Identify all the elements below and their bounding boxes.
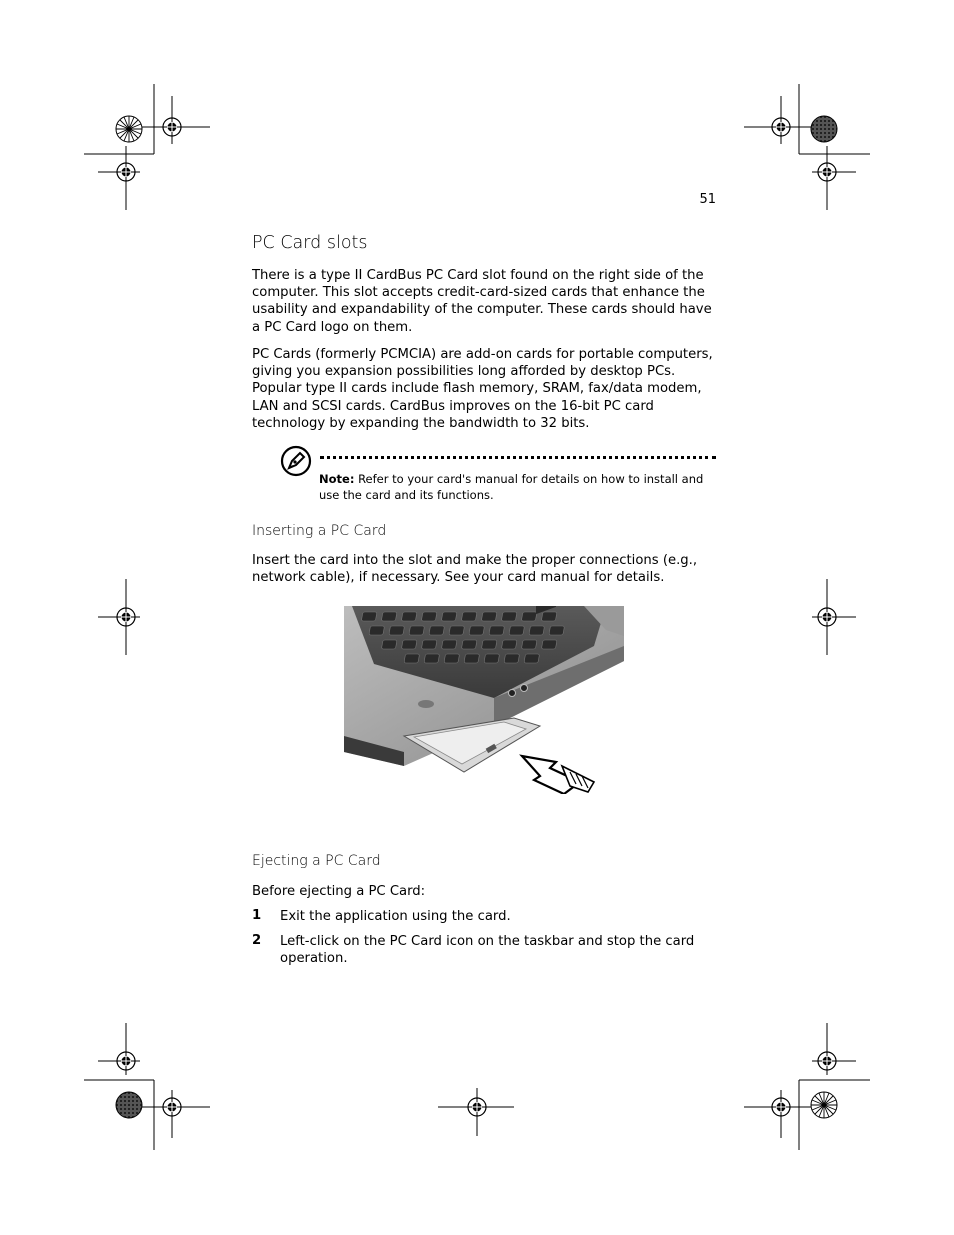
inserting-text: Insert the card into the slot and make the proper connections (e.g., network cable), if necessary. See your card manual for details. bbox=[252, 553, 698, 586]
heading-inserting: Inserting a PC Card bbox=[252, 523, 387, 539]
page-number: 51 bbox=[699, 192, 716, 207]
note-label: Note: bbox=[319, 472, 355, 486]
section-title: PC Card slots bbox=[252, 233, 368, 253]
step-1-number: 1 bbox=[252, 908, 262, 923]
note-text bbox=[319, 472, 719, 503]
note-divider bbox=[320, 456, 716, 459]
step-2-number: 2 bbox=[252, 933, 262, 948]
paragraph-intro: There is a type II CardBus PC Card slot found on the right side of the computer. This slot accepts credit-card-sized cards that enhance the usability and expandability of the computer. These cards should have a PC Card logo on them. bbox=[252, 268, 712, 335]
note-body: Refer to your card's manual for details on how to install and use the card and its functions. bbox=[319, 472, 704, 502]
paragraph-pc-cards: PC Cards (formerly PCMCIA) are add-on cards for portable computers, giving you expansion possibilities long afforded by desktop PCs. Popular type II cards include flash memory, SRAM, fax/data modem, LAN and SCSI cards. CardBus improves on the 16-bit PC card technology by expanding the bandwidth to 32 bits. bbox=[252, 347, 713, 431]
ejecting-intro: Before ejecting a PC Card: bbox=[252, 884, 426, 899]
heading-ejecting: Ejecting a PC Card bbox=[252, 853, 381, 869]
step-2-text: Left-click on the PC Card icon on the taskbar and stop the card operation. bbox=[280, 934, 695, 967]
pc-card-insertion-illustration bbox=[344, 606, 624, 794]
note-pen-icon bbox=[280, 445, 312, 477]
step-1-text: Exit the application using the card. bbox=[280, 909, 511, 924]
